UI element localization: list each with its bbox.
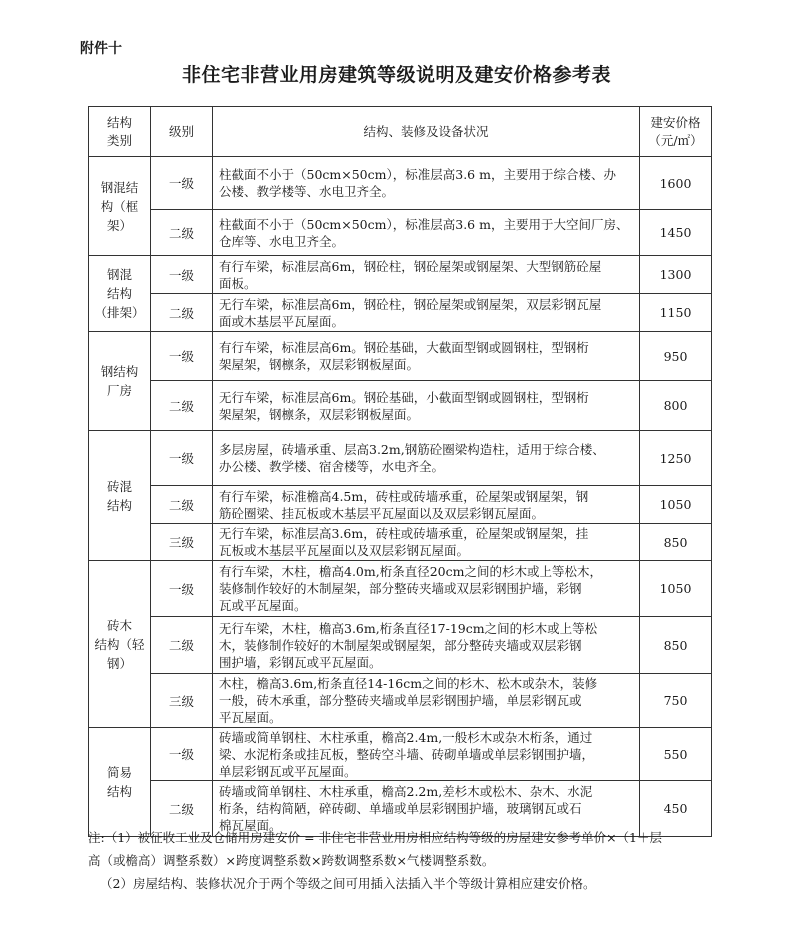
footnote-line: 高（或檐高）调整系数）×跨度调整系数×跨数调整系数×气楼调整系数。 [88, 853, 495, 868]
category-line: 钢） [106, 655, 132, 671]
category-line: 厂房 [106, 383, 132, 398]
description-cell [213, 728, 640, 781]
header-category [89, 107, 151, 157]
description-cell [213, 157, 640, 210]
description-line: 平瓦屋面。 [219, 710, 282, 725]
table-row [89, 674, 712, 728]
description-line: 棉瓦屋面。 [219, 818, 282, 833]
description-line: 面板。 [219, 275, 257, 291]
description-line: 桁条，结构简陋，碎砖砌、单墙或单层彩钢围护墙，玻璃钢瓦或石 [219, 801, 582, 816]
description-line: 瓦或平瓦屋面。 [219, 598, 307, 613]
category-cell [89, 256, 151, 332]
level-cell: 一级 [151, 332, 213, 381]
category-line: 钢混 [106, 267, 132, 282]
price-cell: 1600 [640, 157, 712, 210]
description-cell [213, 381, 640, 431]
description-line: 柱截面不小于（50cm×50cm），标准层高3.6 m，主要用于综合楼、办 [219, 167, 616, 182]
category-line: 结构 [106, 286, 132, 301]
category-line: 砖混 [106, 478, 132, 494]
footnote-line: 注:（1）被征收工业及仓储用房建安价 = 非住宅非营业用房相应结构等级的房屋建安参考单价×（1＋层 [88, 830, 663, 845]
price-cell: 1050 [640, 486, 712, 524]
level-cell: 一级 [151, 561, 213, 617]
description-cell [213, 332, 640, 381]
header-level: 级别 [151, 107, 213, 157]
header-row [89, 107, 712, 157]
category-line: 构（框 [100, 198, 139, 214]
description-line: 架屋架，钢檩条，双层彩钢板屋面。 [219, 406, 420, 422]
category-line: 架） [106, 217, 132, 233]
footnote-line: （2）房屋结构、装修状况介于两个等级之间可用插入法插入半个等级计算相应建安价格。 [100, 876, 596, 891]
level-cell: 二级 [151, 210, 213, 256]
description-cell [213, 431, 640, 486]
category-cell [89, 561, 151, 728]
level-cell: 二级 [151, 617, 213, 674]
price-cell: 750 [640, 674, 712, 728]
description-cell [213, 256, 640, 294]
description-cell [213, 561, 640, 617]
price-cell: 1150 [640, 294, 712, 332]
description-cell [213, 294, 640, 332]
level-cell: 二级 [151, 381, 213, 431]
table-row [89, 256, 712, 294]
description-line: 仓库等、水电卫齐全。 [219, 233, 345, 249]
price-cell: 450 [640, 781, 712, 837]
description-line: 有行车梁，木柱，檐高4.0m,桁条直径20cm之间的杉木或上等松木， [219, 564, 602, 579]
description-line: 装修制作较好的木制屋架，部分整砖夹墙或双层彩钢围护墙，彩钢 [219, 581, 582, 596]
table-row [89, 431, 712, 486]
level-cell: 一级 [151, 157, 213, 210]
description-line: 有行车梁，标准层高6m，钢砼柱，钢砼屋架或钢屋架、大型钢筋砼屋 [219, 258, 602, 274]
description-line: 瓦板或木基层平瓦屋面以及双层彩钢瓦屋面。 [219, 543, 470, 558]
description-line: 无行车梁，标准层高3.6m，砖柱或砖墙承重，砼屋架或钢屋架，挂 [219, 526, 589, 541]
level-cell: 二级 [151, 486, 213, 524]
description-line: 公楼、教学楼等、水电卫齐全。 [219, 184, 395, 199]
table-row [89, 210, 712, 256]
page-title: 非住宅非营业用房建筑等级说明及建安价格参考表 [181, 64, 611, 86]
description-line: 砖墙或简单钢柱、木柱承重，檐高2.2m,差杉木或松木、杂木、水泥 [219, 784, 593, 799]
table-row [89, 728, 712, 781]
description-cell [213, 674, 640, 728]
price-cell: 950 [640, 332, 712, 381]
description-line: 无行车梁，标准层高6m，钢砼柱，钢砼屋架或钢屋架，双层彩钢瓦屋 [219, 296, 602, 312]
description-line: 木，装修制作较好的木制屋架或钢屋架，部分整砖夹墙或双层彩钢 [219, 637, 582, 653]
level-cell: 一级 [151, 256, 213, 294]
header-price-line: 建安价格 [650, 114, 701, 130]
description-line: 柱截面不小于（50cm×50cm），标准层高3.6 m，主要用于大空间厂房、 [219, 216, 629, 232]
header-price [640, 107, 712, 157]
category-cell [89, 332, 151, 431]
description-cell [213, 210, 640, 256]
header-category-line: 结构 [106, 114, 132, 130]
description-line: 面或木基层平瓦屋面。 [219, 313, 345, 329]
level-cell: 二级 [151, 294, 213, 332]
description-line: 无行车梁，标准层高6m。钢砼基础，小截面型钢或圆钢柱，型钢桁 [219, 389, 589, 405]
header-price-line: （元/㎡） [648, 132, 703, 148]
level-cell: 二级 [151, 781, 213, 837]
category-cell [89, 157, 151, 256]
category-line: 结构 [106, 784, 132, 799]
description-cell [213, 486, 640, 524]
table-row [89, 524, 712, 561]
price-cell: 850 [640, 524, 712, 561]
description-line: 梁、水泥桁条或挂瓦板，整砖空斗墙、砖砌单墙或单层彩钢围护墙， [219, 746, 595, 762]
table-row [89, 332, 712, 381]
header-description: 结构、装修及设备状况 [213, 107, 640, 157]
description-line: 无行车梁，木柱，檐高3.6m,桁条直径17-19cm之间的杉木或上等松 [219, 620, 598, 636]
category-line: （排架） [94, 305, 145, 320]
category-line: 钢混结 [100, 179, 139, 195]
price-cell: 1450 [640, 210, 712, 256]
price-cell: 1250 [640, 431, 712, 486]
price-reference-table [88, 106, 712, 837]
description-line: 砖墙或简单钢柱、木柱承重，檐高2.4m,一般杉木或杂木桁条，通过 [219, 729, 593, 745]
table-row [89, 561, 712, 617]
level-cell: 三级 [151, 674, 213, 728]
level-cell: 三级 [151, 524, 213, 561]
category-line: 钢结构 [100, 364, 139, 379]
category-line: 砖木 [106, 617, 132, 633]
description-line: 筋砼圈梁、挂瓦板或木基层平瓦屋面以及双层彩钢瓦屋面。 [219, 505, 545, 521]
annex-label: 附件十 [80, 41, 122, 57]
description-line: 围护墙，彩钢瓦或平瓦屋面。 [219, 654, 382, 670]
header-category-line: 类别 [106, 132, 132, 148]
price-cell: 550 [640, 728, 712, 781]
table-row [89, 617, 712, 674]
table-row [89, 157, 712, 210]
description-cell [213, 617, 640, 674]
description-line: 一般，砖木承重，部分整砖夹墙或单层彩钢围护墙，单层彩钢瓦或 [219, 693, 582, 708]
category-line: 结构（轻 [94, 636, 145, 652]
level-cell: 一级 [151, 431, 213, 486]
description-line: 单层彩钢瓦或平瓦屋面。 [219, 763, 357, 779]
footnotes [88, 826, 728, 895]
description-line: 木柱，檐高3.6m,桁条直径14-16cm之间的杉木、松木或杂木，装修 [219, 676, 598, 691]
description-line: 多层房屋，砖墙承重、层高3.2m,钢筋砼圈梁构造柱，适用于综合楼、 [219, 442, 605, 457]
description-line: 有行车梁，标准层高6m。钢砼基础，大截面型钢或圆钢柱，型钢桁 [219, 340, 589, 355]
price-cell: 1050 [640, 561, 712, 617]
price-cell: 850 [640, 617, 712, 674]
table-row [89, 381, 712, 431]
category-cell [89, 728, 151, 837]
level-cell: 一级 [151, 728, 213, 781]
price-cell: 800 [640, 381, 712, 431]
description-cell [213, 524, 640, 561]
category-line: 简易 [106, 765, 132, 780]
description-line: 有行车梁，标准檐高4.5m，砖柱或砖墙承重，砼屋架或钢屋架，钢 [219, 488, 589, 504]
price-cell: 1300 [640, 256, 712, 294]
category-line: 结构 [106, 497, 132, 513]
description-line: 架屋架，钢檩条，双层彩钢板屋面。 [219, 357, 420, 372]
table-row [89, 486, 712, 524]
description-line: 办公楼、教学楼、宿舍楼等，水电齐全。 [219, 459, 445, 474]
category-cell [89, 431, 151, 561]
table-row [89, 294, 712, 332]
